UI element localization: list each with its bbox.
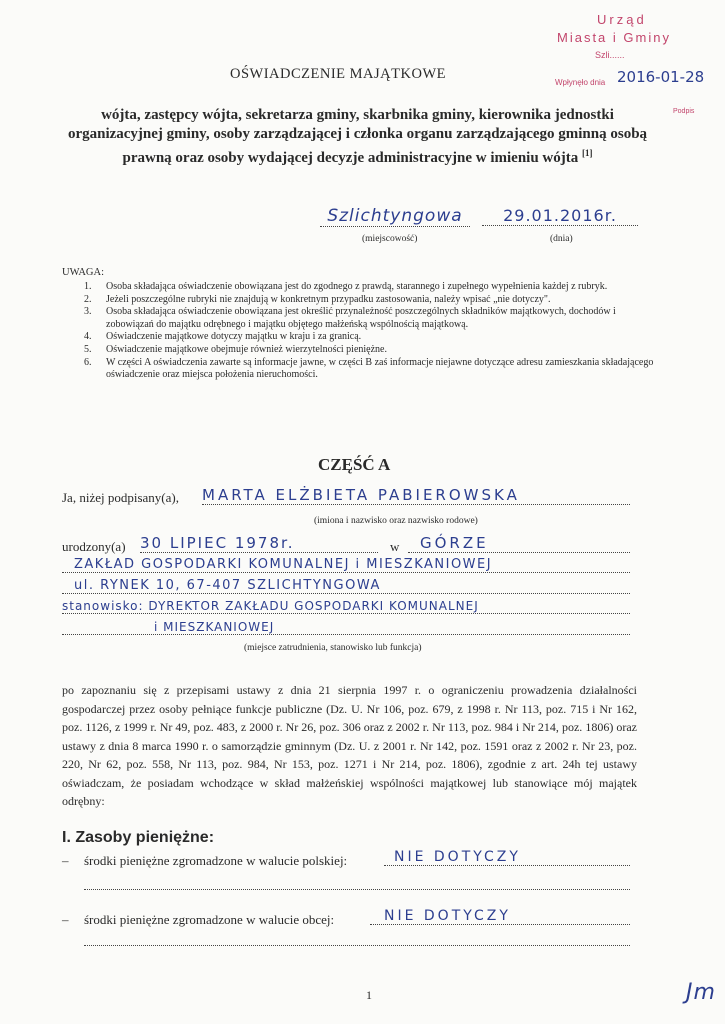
note-item: 2. Jeżeli poszczególne rubryki nie znajdują w konkretnym przypadku zastosowania, należy wpisać „nie dotyczy". — [84, 293, 551, 305]
section-1-heading: I. Zasoby pieniężne: — [62, 829, 215, 846]
stamp-signature-label: Podpis — [673, 108, 695, 115]
place-label: (miejscowość) — [362, 234, 418, 244]
name-prefix: Ja, niżej podpisany(a), — [62, 490, 179, 505]
stamp-line3: Szli...... — [595, 50, 625, 60]
subtitle-footnote: [1] — [582, 148, 593, 158]
born-prefix: urodzony(a) — [62, 539, 126, 554]
born-in: w — [390, 539, 400, 554]
employment-line: i MIESZKANIOWEJ — [62, 620, 630, 635]
date-value: 29.01.2016r. — [482, 206, 638, 226]
name-label: (imiona i nazwisko oraz nazwisko rodowe) — [314, 516, 478, 526]
stamp-received-label: Wpłynęło dnia — [555, 78, 606, 87]
place-value: Szlichtyngowa — [320, 206, 470, 227]
dash-marker: – — [62, 853, 69, 868]
pln-extra-line — [84, 888, 630, 890]
date-label: (dnia) — [550, 234, 573, 244]
note-item: 6. W części A oświadczenia zawarte są informacje jawne, w części B zaś informacje niejawne dotyczące adresu zamieszkania składającego oświadczenie oraz miejsca położenia nieruchomości. — [84, 356, 654, 381]
stamp-line1: Urząd — [597, 12, 647, 27]
note-item: 4. Oświadczenie majątkowe dotyczy majątku w kraju i za granicą. — [84, 331, 362, 343]
employment-line: ZAKŁAD GOSPODARKI KOMUNALNEJ i MIESZKANIOWEJ — [62, 557, 630, 573]
note-item: 5. Oświadczenie majątkowe obejmuje również wierzytelności pieniężne. — [84, 343, 387, 355]
office-stamp — [555, 10, 720, 120]
pln-label: – środki pieniężne zgromadzone w walucie polskiej: — [62, 853, 348, 868]
notes-list — [84, 281, 654, 382]
foreign-value: NIE DOTYCZY — [370, 908, 630, 925]
foreign-label: – środki pieniężne zgromadzone w walucie obcej: — [62, 912, 335, 927]
initials: Jm — [686, 980, 716, 1005]
document-title: OŚWIADCZENIE MAJĄTKOWE — [230, 66, 446, 82]
subtitle-text: wójta, zastępcy wójta, sekretarza gminy, skarbnika gminy, kierownika jednostki organizacyjnej gminy, osoby zarządzającej i członka organu zarządzającego gminną osobą prawną oraz osoby wydającej decyzje administracyjne w imieniu wójta — [67, 107, 648, 166]
pln-value: NIE DOTYCZY — [384, 849, 630, 866]
page-number: 1 — [366, 988, 372, 1002]
born-date: 30 LIPIEC 1978r. — [140, 534, 378, 553]
note-item: 3. Osoba składająca oświadczenie obowiązana jest określić przynależność poszczególnych składników majątkowych, dochodów i zobowiązań do majątku odrębnego i majątku objętego małżeńską wspólnością majątkową. — [84, 306, 616, 330]
employment-line: ul. RYNEK 10, 67-407 SZLICHTYNGOWA — [62, 578, 630, 594]
employment-label: (miejsce zatrudnienia, stanowisko lub funkcja) — [244, 643, 422, 653]
notes-heading: UWAGA: — [62, 267, 104, 278]
note-item: 1. Osoba składająca oświadczenie obowiązana jest do zgodnego z prawdą, starannego i zupełnego wypełnienia każdej z rubryk. — [84, 281, 608, 292]
part-a-heading: CZĘŚĆ A — [318, 455, 391, 474]
document-subtitle — [60, 106, 655, 168]
employment-line: stanowisko: DYREKTOR ZAKŁADU GOSPODARKI KOMUNALNEJ — [62, 599, 630, 614]
born-place: GÓRZE — [408, 534, 630, 553]
legal-text: po zapoznaniu się z przepisami ustawy z dnia 21 sierpnia 1997 r. o ograniczeniu prowadzenia działalności gospodarczej przez osoby pełniące funkcje publiczne (Dz. U. Nr 106, poz. 679, z 1998 r. Nr 113, poz. 715 i Nr 162, poz. 1126, z 1999 r. Nr 49, poz. 483, z 2000 r. Nr 26, poz. 306 oraz z 2002 r. Nr 113, poz. 984 i Nr 214, poz. 1806) oraz ustawy z dnia 8 marca 1990 r. o samorządzie gminnym (Dz. U. z 2001 r. Nr 142, poz. 1591 oraz z 2002 r. Nr 23, poz. 220, Nr 62, poz. 558, Nr 113, poz. 984, Nr 153, poz. 1271 i Nr 214, poz. 1806), zgodnie z art. 24h tej ustawy oświadczam, że posiadam wchodzące w skład małżeńskiej wspólności majątkowej lub stanowiące mój majątek odrębny: — [62, 683, 637, 808]
stamp-line2: Miasta i Gminy — [557, 30, 671, 45]
name-value: MARTA ELŻBIETA PABIEROWSKA — [202, 486, 630, 505]
stamp-received-date: 2016-01-28 — [617, 68, 705, 86]
dash-marker: – — [62, 912, 69, 927]
foreign-extra-line — [84, 944, 630, 946]
